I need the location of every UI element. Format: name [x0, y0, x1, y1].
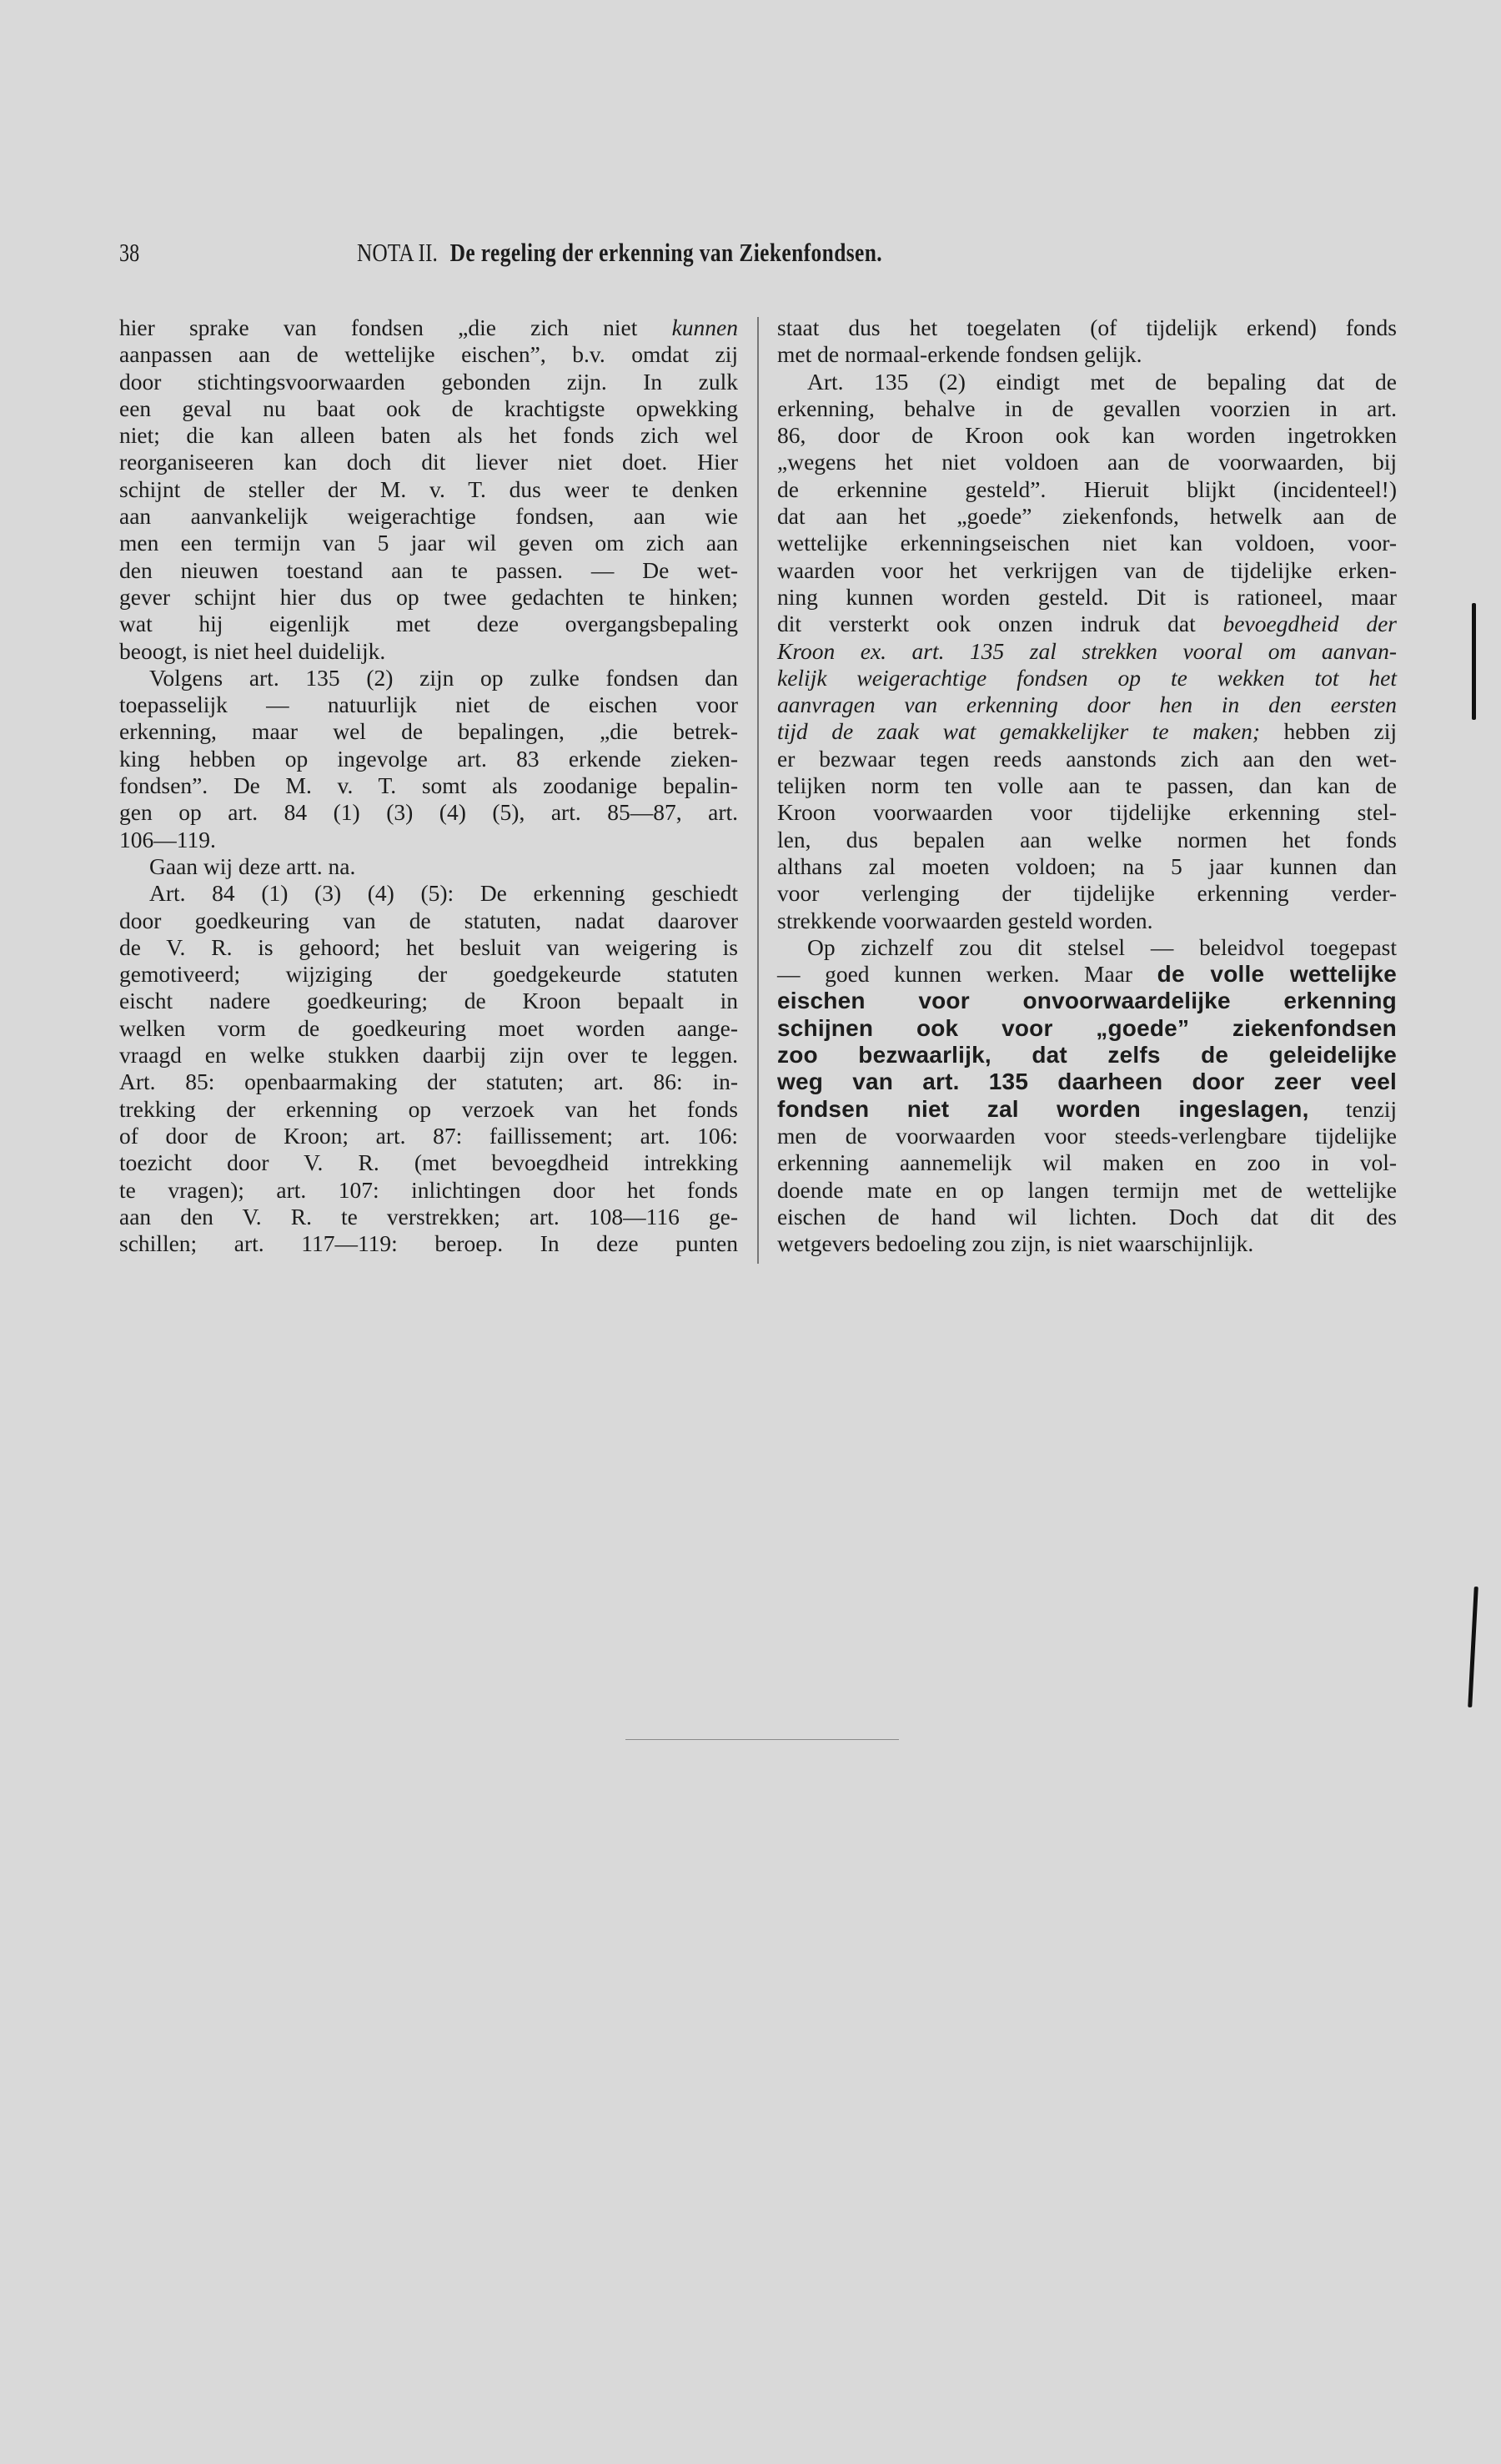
text-line [777, 422, 1397, 449]
text-line [119, 611, 738, 637]
line-text: strekkende voorwaarden gesteld worden. [777, 907, 1153, 933]
running-head-title: De regeling der erkenning van Ziekenfondsen. [449, 238, 883, 267]
text-line [777, 827, 1397, 853]
line-text: erkenning, maar wel de bepalingen, „die betrek- [119, 718, 738, 745]
text-line [119, 799, 738, 826]
line-text: — goed kunnen werken. Maar [777, 961, 1157, 988]
bold-emphasis: zoo bezwaarlijk, dat zelfs de geleidelijke [777, 1042, 1397, 1069]
running-head-nota: NOTA II. [357, 238, 438, 267]
line-text: len, dus bepalen aan welke normen het fonds [777, 826, 1397, 852]
text-line [119, 988, 738, 1014]
text-line [119, 449, 738, 475]
italic-emphasis: Kroon ex. art. 135 zal strekken vooral om aanvan- [777, 637, 1397, 664]
text-line [119, 395, 738, 422]
text-line [119, 961, 738, 988]
text-line [119, 422, 738, 449]
text-line [777, 341, 1397, 368]
line-text: schillen; art. 117—119: beroep. In deze punten [119, 1230, 738, 1257]
page-number: 38 [119, 238, 140, 267]
text-line [777, 934, 1397, 961]
line-text: den nieuwen toestand aan te passen. — De wet- [119, 556, 738, 583]
text-line [777, 1230, 1397, 1257]
line-text: Art. 85: openbaarmaking der statuten; art. 86: in- [119, 1069, 738, 1095]
text-line [119, 1230, 738, 1257]
text-line [119, 1015, 738, 1042]
text-line [777, 908, 1397, 934]
bold-emphasis: weg van art. 135 daarheen door zeer veel [777, 1069, 1397, 1095]
line-text: gever schijnt hier dus op twee gedachten te hinken; [119, 583, 738, 610]
text-line [119, 476, 738, 503]
text-line [119, 1149, 738, 1176]
italic-emphasis: tijd de zaak wat gemakkelijker te maken; [777, 718, 1261, 745]
text-line [777, 853, 1397, 880]
text-line [777, 1042, 1397, 1069]
text-line [777, 584, 1397, 611]
text-line [777, 530, 1397, 556]
line-text: king hebben op ingevolge art. 83 erkende zieken- [119, 745, 738, 772]
line-text: ning kunnen worden gesteld. Dit is rationeel, maar [777, 583, 1397, 610]
line-text: voor verlenging der tijdelijke erkenning verder- [777, 880, 1397, 907]
line-text: aan aanvankelijk weigerachtige fondsen, aan wie [119, 503, 738, 530]
line-text: men de voorwaarden voor steeds-verlengbare tijdelijke [777, 1122, 1397, 1149]
text-line [777, 1123, 1397, 1149]
text-line [119, 880, 738, 907]
text-line [119, 1042, 738, 1069]
text-line [777, 395, 1397, 422]
left-column [119, 314, 738, 1257]
italic-emphasis: kunnen [671, 314, 738, 340]
text-line [777, 1204, 1397, 1230]
line-text: aan den V. R. te verstrekken; art. 108—116 ge- [119, 1203, 738, 1229]
text-line [777, 557, 1397, 584]
line-text: doende mate en op langen termijn met de wettelijke [777, 1176, 1397, 1203]
line-text: erkenning, behalve in de gevallen voorzien in art. [777, 395, 1397, 421]
text-line [119, 1204, 738, 1230]
bold-emphasis: eischen voor onvoorwaardelijke erkenning [777, 988, 1397, 1014]
line-text: reorganiseeren kan doch dit liever niet doet. Hier [119, 449, 738, 475]
line-text: dat aan het „goede” ziekenfonds, hetwelk aan de [777, 503, 1397, 530]
text-line [119, 934, 738, 961]
line-text: 86, door de Kroon ook kan worden ingetrokken [777, 422, 1397, 449]
line-text: niet; die kan alleen baten als het fonds zich wel [119, 422, 738, 449]
text-line [119, 557, 738, 584]
text-line [119, 1096, 738, 1123]
text-line [119, 369, 738, 395]
line-text: gemotiveerd; wijziging der goedgekeurde statuten [119, 961, 738, 988]
text-line [777, 746, 1397, 772]
line-text: Art. 84 (1) (3) (4) (5): De erkenning geschiedt [149, 880, 738, 907]
line-text: Kroon voorwaarden voor tijdelijke erkenning stel- [777, 799, 1397, 826]
right-column [777, 314, 1397, 1257]
text-line [777, 503, 1397, 530]
line-text: althans zal moeten voldoen; na 5 jaar kunnen dan [777, 852, 1397, 879]
end-rule [625, 1739, 899, 1740]
line-text: de erkennine gesteld”. Hieruit blijkt (incidenteel!) [777, 475, 1397, 502]
text-line [119, 746, 738, 772]
line-text: Volgens art. 135 (2) zijn op zulke fondsen dan [149, 664, 738, 691]
text-line [119, 772, 738, 799]
text-line [119, 908, 738, 934]
line-text: aanpassen aan de wettelijke eischen”, b.v. omdat zij [119, 341, 738, 368]
text-line [777, 611, 1397, 637]
italic-emphasis: aanvragen van erkenning door hen in den eersten [777, 691, 1397, 718]
italic-emphasis: kelijk weigerachtige fondsen op te wekken tot het [777, 664, 1397, 691]
line-text: wetgevers bedoeling zou zijn, is niet waarschijnlijk. [777, 1230, 1254, 1257]
text-line [777, 638, 1397, 665]
line-text: hier sprake van fondsen „die zich niet [119, 314, 672, 340]
line-text: een geval nu baat ook de krachtigste opwekking [119, 395, 738, 421]
line-text: eischt nadere goedkeuring; de Kroon bepaalt in [119, 988, 738, 1014]
text-line [777, 988, 1397, 1014]
text-line [777, 961, 1397, 988]
line-text: er bezwaar tegen reeds aanstonds zich aan den wet- [777, 745, 1397, 772]
column-divider [757, 317, 759, 1264]
text-line [119, 665, 738, 691]
text-line [119, 584, 738, 611]
margin-mark [1468, 1587, 1478, 1707]
line-text: wat hij eigenlijk met deze overgangsbepaling [119, 611, 738, 637]
text-line [777, 799, 1397, 826]
text-line [777, 476, 1397, 503]
line-text: welken vorm de goedkeuring moet worden aange- [119, 1014, 738, 1041]
line-text: gen op art. 84 (1) (3) (4) (5), art. 85—87, art. [119, 799, 738, 826]
bold-emphasis: fondsen niet zal worden ingeslagen, [777, 1095, 1309, 1122]
line-text: toezicht door V. R. (met bevoegdheid intrekking [119, 1149, 738, 1176]
page-header [119, 238, 1203, 279]
italic-emphasis: bevoegdheid der [1222, 611, 1398, 637]
line-text: telijken norm ten volle aan te passen, dan kan de [777, 772, 1397, 799]
line-text: men een termijn van 5 jaar wil geven om zich aan [119, 530, 738, 556]
text-line [119, 827, 738, 853]
text-line [777, 369, 1397, 395]
line-text: beoogt, is niet heel duidelijk. [119, 637, 386, 664]
text-line [777, 1149, 1397, 1176]
line-text: de V. R. is gehoord; het besluit van weigering is [119, 933, 738, 960]
text-line [777, 1069, 1397, 1095]
text-line [119, 691, 738, 718]
text-line [119, 341, 738, 368]
text-line [777, 1015, 1397, 1042]
line-text: met de normaal-erkende fondsen gelijk. [777, 341, 1142, 368]
line-text: fondsen”. De M. v. T. somt als zoodanige bepalin- [119, 772, 738, 799]
line-text: vraagd en welke stukken daarbij zijn over te leggen. [119, 1042, 738, 1069]
text-line [119, 718, 738, 745]
text-line [777, 314, 1397, 341]
line-text: tenzij [1308, 1095, 1397, 1122]
line-text: erkenning aannemelijk wil maken en zoo in vol- [777, 1149, 1397, 1176]
line-text: staat dus het toegelaten (of tijdelijk erkend) fonds [777, 314, 1397, 340]
text-line [119, 853, 738, 880]
line-text: Gaan wij deze artt. na. [149, 852, 356, 879]
margin-mark [1472, 603, 1476, 720]
text-line [119, 1177, 738, 1204]
line-text: Op zichzelf zou dit stelsel — beleidvol toegepast [807, 933, 1397, 960]
line-text: dit versterkt ook onzen indruk dat [777, 611, 1223, 637]
line-text: toepasselijk — natuurlijk niet de eischen voor [119, 691, 738, 718]
line-text: trekking der erkenning op verzoek van het fonds [119, 1095, 738, 1122]
line-text: of door de Kroon; art. 87: faillissement; art. 106: [119, 1122, 738, 1149]
text-line [777, 691, 1397, 718]
running-head [357, 238, 882, 268]
text-line [119, 1069, 738, 1095]
text-line [777, 665, 1397, 691]
text-line [119, 314, 738, 341]
line-text: eischen de hand wil lichten. Doch dat dit des [777, 1203, 1397, 1229]
line-text: door stichtingsvoorwaarden gebonden zijn. In zulk [119, 368, 738, 395]
line-text: te vragen); art. 107: inlichtingen door het fonds [119, 1176, 738, 1203]
line-text: door goedkeuring van de statuten, nadat daarover [119, 907, 738, 933]
line-text: wettelijke erkenningseischen niet kan voldoen, voor- [777, 530, 1397, 556]
text-line [777, 449, 1397, 475]
line-text: hebben zij [1260, 718, 1397, 745]
line-text: schijnt de steller der M. v. T. dus weer te denken [119, 475, 738, 502]
bold-emphasis: de volle wettelijke [1157, 961, 1397, 988]
line-text: waarden voor het verkrijgen van de tijdelijke erken- [777, 556, 1397, 583]
text-line [119, 638, 738, 665]
text-line [777, 1096, 1397, 1123]
text-line [119, 530, 738, 556]
line-text: „wegens het niet voldoen aan de voorwaarden, bij [777, 449, 1397, 475]
line-text: 106—119. [119, 826, 216, 852]
text-line [119, 503, 738, 530]
text-line [119, 1123, 738, 1149]
text-line [777, 718, 1397, 745]
text-line [777, 880, 1397, 907]
line-text: Art. 135 (2) eindigt met de bepaling dat de [807, 368, 1397, 395]
text-line [777, 772, 1397, 799]
bold-emphasis: schijnen ook voor „goede” ziekenfondsen [777, 1014, 1397, 1041]
text-line [777, 1177, 1397, 1204]
